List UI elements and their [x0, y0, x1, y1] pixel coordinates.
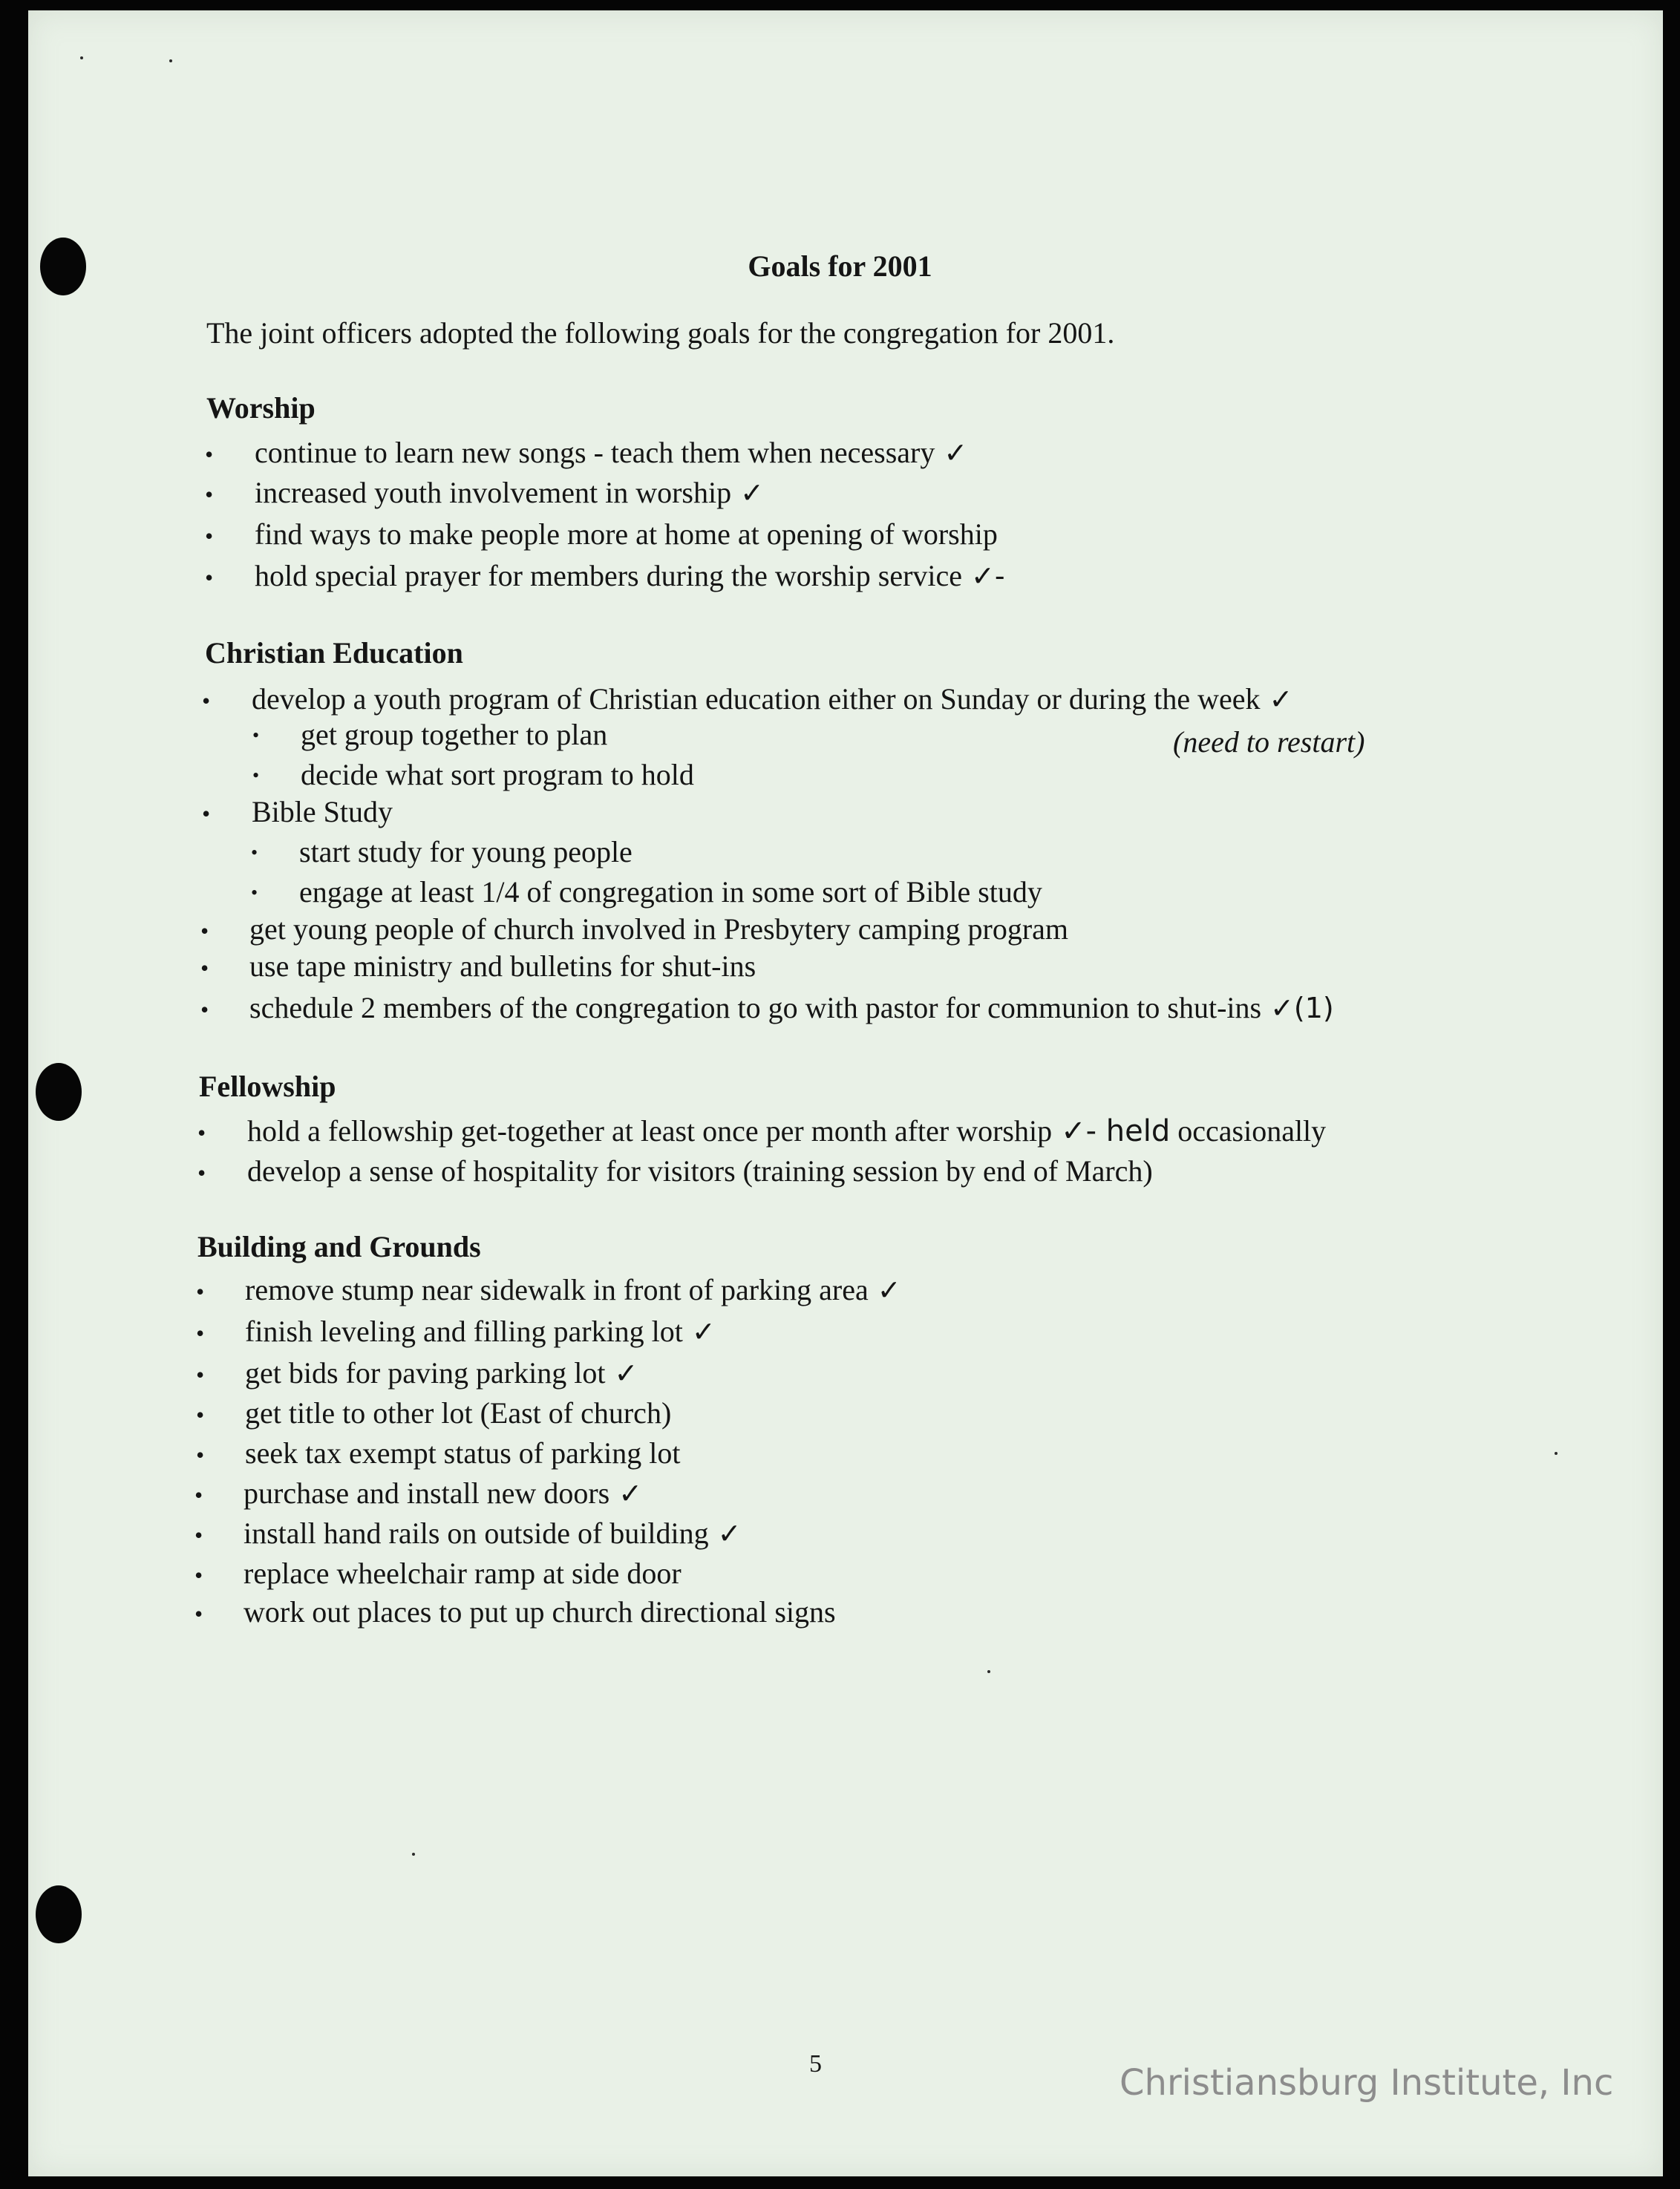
item-text: finish leveling and filling parking lot — [245, 1315, 683, 1348]
item-text: work out places to put up church directional signs — [243, 1595, 836, 1629]
sub-list-item — [299, 834, 633, 869]
bullet-icon: • — [197, 1119, 206, 1146]
list-item — [245, 1355, 638, 1390]
list-item — [245, 1395, 671, 1430]
checkmark-icon: ✓ — [877, 1274, 901, 1306]
item-text: get group together to plan — [301, 718, 608, 751]
item-text: develop a sense of hospitality for visitors (training session by end of March) — [247, 1154, 1153, 1188]
speck-mark — [987, 1670, 990, 1673]
checkmark-icon: ✓ — [944, 436, 968, 469]
bullet-icon: • — [202, 800, 211, 827]
bullet-icon: • — [196, 1361, 205, 1388]
checkmark-icon: ✓ — [614, 1357, 638, 1390]
page-number: 5 — [809, 2050, 822, 2078]
checkmark-icon: ✓- held — [1061, 1114, 1171, 1148]
speck-mark — [169, 59, 172, 62]
sub-list-item — [301, 757, 694, 792]
section-heading-building-and-grounds: Building and Grounds — [197, 1230, 481, 1263]
sub-list-item — [301, 717, 607, 752]
checkmark-icon: ✓- — [971, 560, 1005, 592]
bullet-icon: • — [205, 523, 214, 549]
item-text: use tape ministry and bulletins for shut-ins — [249, 949, 756, 983]
list-item — [255, 517, 998, 552]
punch-hole-middle — [36, 1063, 82, 1121]
handwritten-note: (need to restart) — [1173, 725, 1365, 759]
intro-paragraph: The joint officers adopted the following goals for the congregation for 2001. — [206, 316, 1115, 350]
item-text: continue to learn new songs - teach them when necessary — [255, 436, 935, 469]
list-item — [255, 435, 967, 470]
list-item — [245, 1314, 716, 1349]
bullet-icon: • — [195, 1600, 203, 1627]
item-text: replace wheelchair ramp at side door — [243, 1557, 682, 1590]
checkmark-icon: ✓ — [691, 1315, 716, 1348]
bullet-icon: • — [205, 564, 214, 591]
item-text: engage at least 1/4 of congregation in some sort of Bible study — [299, 875, 1042, 909]
checkmark-icon: ✓ — [1269, 683, 1293, 716]
checkmark-icon: ✓ — [618, 1477, 643, 1510]
sub-bullet-icon: • — [251, 842, 258, 863]
list-item — [245, 1272, 901, 1307]
section-heading-christian-education: Christian Education — [205, 636, 463, 670]
item-text: increased youth involvement in worship — [255, 476, 732, 509]
section-heading-fellowship: Fellowship — [199, 1070, 336, 1103]
sub-bullet-icon: • — [251, 882, 258, 903]
list-item — [247, 1154, 1153, 1188]
item-text: get young people of church involved in Presbytery camping program — [249, 912, 1069, 946]
list-item — [255, 558, 1005, 593]
list-item — [249, 949, 756, 984]
bullet-icon: • — [195, 1562, 203, 1588]
list-item — [243, 1556, 682, 1591]
checkmark-icon: ✓ — [717, 1517, 742, 1550]
item-text: install hand rails on outside of building — [243, 1516, 709, 1550]
checkmark-icon: ✓ — [740, 477, 764, 509]
bullet-icon: • — [200, 996, 209, 1023]
bullet-icon: • — [196, 1320, 205, 1347]
item-text: start study for young people — [299, 835, 633, 868]
list-item — [255, 475, 764, 510]
item-text: decide what sort program to hold — [301, 758, 694, 791]
list-item — [245, 1436, 681, 1470]
bullet-icon: • — [205, 441, 214, 468]
list-item — [252, 794, 393, 829]
bullet-icon: • — [200, 955, 209, 981]
item-text: develop a youth program of Christian education either on Sunday or during the week — [252, 682, 1261, 716]
list-item — [249, 912, 1068, 946]
list-item — [243, 1476, 642, 1511]
item-text: hold special prayer for members during the worship service — [255, 559, 963, 592]
item-text: Bible Study — [252, 795, 393, 828]
speck-mark — [412, 1853, 415, 1856]
handwritten-note: occasionally — [1177, 1114, 1327, 1148]
item-text: get title to other lot (East of church) — [245, 1396, 672, 1430]
item-text: get bids for paving parking lot — [245, 1356, 606, 1390]
speck-mark — [80, 56, 83, 59]
item-text: find ways to make people more at home at opening of worship — [255, 517, 998, 551]
sub-bullet-icon: • — [252, 765, 260, 786]
item-text: schedule 2 members of the congregation to go with pastor for communion to shut-ins — [249, 991, 1262, 1024]
bullet-icon: • — [196, 1401, 205, 1428]
sub-bullet-icon: • — [252, 724, 260, 746]
speck-mark — [1555, 1452, 1558, 1455]
sub-list-item — [299, 874, 1042, 909]
list-item — [243, 1516, 741, 1551]
list-item — [243, 1594, 836, 1629]
bullet-icon: • — [196, 1442, 205, 1468]
list-item — [247, 1113, 1326, 1148]
checkmark-icon: ✓(1) — [1270, 992, 1334, 1024]
page-title: Goals for 2001 — [748, 249, 932, 283]
section-heading-worship: Worship — [206, 391, 316, 425]
bullet-icon: • — [196, 1278, 205, 1305]
list-item — [252, 681, 1292, 716]
bullet-icon: • — [200, 917, 209, 944]
item-text: remove stump near sidewalk in front of parking area — [245, 1273, 869, 1306]
archive-watermark: Christiansburg Institute, Inc — [1120, 2062, 1614, 2104]
bullet-icon: • — [195, 1522, 203, 1548]
bullet-icon: • — [197, 1159, 206, 1186]
item-text: seek tax exempt status of parking lot — [245, 1436, 681, 1470]
bullet-icon: • — [205, 481, 214, 508]
bullet-icon: • — [195, 1482, 203, 1508]
punch-hole-bottom — [36, 1885, 82, 1943]
item-text: purchase and install new doors — [243, 1476, 610, 1510]
bullet-icon: • — [202, 687, 211, 714]
list-item — [249, 990, 1334, 1025]
item-text: hold a fellowship get-together at least once per month after worship — [247, 1114, 1053, 1148]
